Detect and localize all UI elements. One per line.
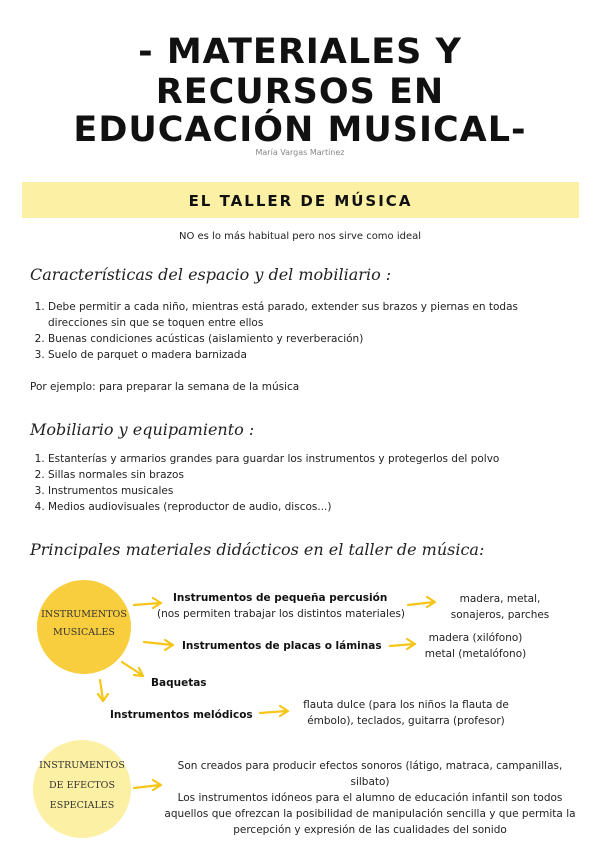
list-item: 3. Instrumentos musicales <box>48 483 570 499</box>
plates-desc: madera (xilófono) metal (metalófono) <box>424 632 527 660</box>
arrow-icon <box>98 680 108 701</box>
title-line-3: EDUCACIÓN MUSICAL- <box>73 110 527 150</box>
banner-title: EL TALLER DE MÚSICA <box>188 192 413 210</box>
list-item: 1. Estanterías y armarios grandes para guardar los instrumentos y protegerlos del polvo <box>48 451 570 467</box>
section2-heading: Mobiliario y equipamiento : <box>30 420 255 439</box>
list-item: 3. Suelo de parquet o madera barnizada <box>48 347 550 363</box>
arrow-icon <box>408 597 435 607</box>
circle1-label: INSTRUMENTOS MUSICALES <box>41 609 127 638</box>
title-line-1: - MATERIALES Y <box>138 32 462 72</box>
arrow-icon <box>260 706 288 716</box>
intro-text: NO es lo más habitual pero nos sirve como ideal <box>178 231 422 242</box>
list-item: 1. Debe permitir a cada niño, mientras está parado, extender sus brazos y piernas en todas direcciones sin que se toquen entre ellos <box>48 299 550 331</box>
arrow-icon <box>134 780 161 790</box>
arrow-icon <box>122 662 143 676</box>
section3-heading: Principales materiales didácticos en el taller de música: <box>30 540 485 559</box>
list-item: 2. Sillas normales sin brazos <box>48 467 570 483</box>
special-effects-text: Son creados para producir efectos sonoros (látigo, matraca, campanillas, silbato) Los instrumentos idóneos para el alumno de educación infantil son todos aquellos que ofrezcan la posibilidad de manipulación sencilla y que permita la percepción y expresión de las cualidades del sonido <box>164 760 576 836</box>
title-line-2: RECURSOS EN <box>155 72 445 112</box>
list-item: 4. Medios audiovisuales (reproductor de audio, discos...) <box>48 499 570 515</box>
arrow-icon <box>390 639 415 649</box>
small-percussion-subtitle: (nos permiten trabajar los distintos materiales) <box>157 608 406 620</box>
plates-title: Instrumentos de placas o láminas <box>182 640 382 652</box>
section1-example: Por ejemplo: para preparar la semana de la música <box>30 381 300 393</box>
mallets-label: Baquetas <box>151 677 207 689</box>
melodic-desc: flauta dulce (para los niños la flauta de émbolo), teclados, guitarra (profesor) <box>303 699 509 727</box>
melodic-title: Instrumentos melódicos <box>110 709 253 721</box>
list-item: 2. Buenas condiciones acústicas (aislamiento y reverberación) <box>48 331 550 347</box>
section1-heading: Características del espacio y del mobiliario : <box>30 265 392 284</box>
arrow-icon <box>144 640 173 650</box>
small-percussion-title: Instrumentos de pequeña percusión <box>173 592 388 604</box>
author: María Vargas Martínez <box>255 148 345 157</box>
small-percussion-desc: madera, metal, sonajeros, parches <box>450 593 550 621</box>
circle2-label: INSTRUMENTOS DE EFECTOS ESPECIALES <box>39 760 125 811</box>
